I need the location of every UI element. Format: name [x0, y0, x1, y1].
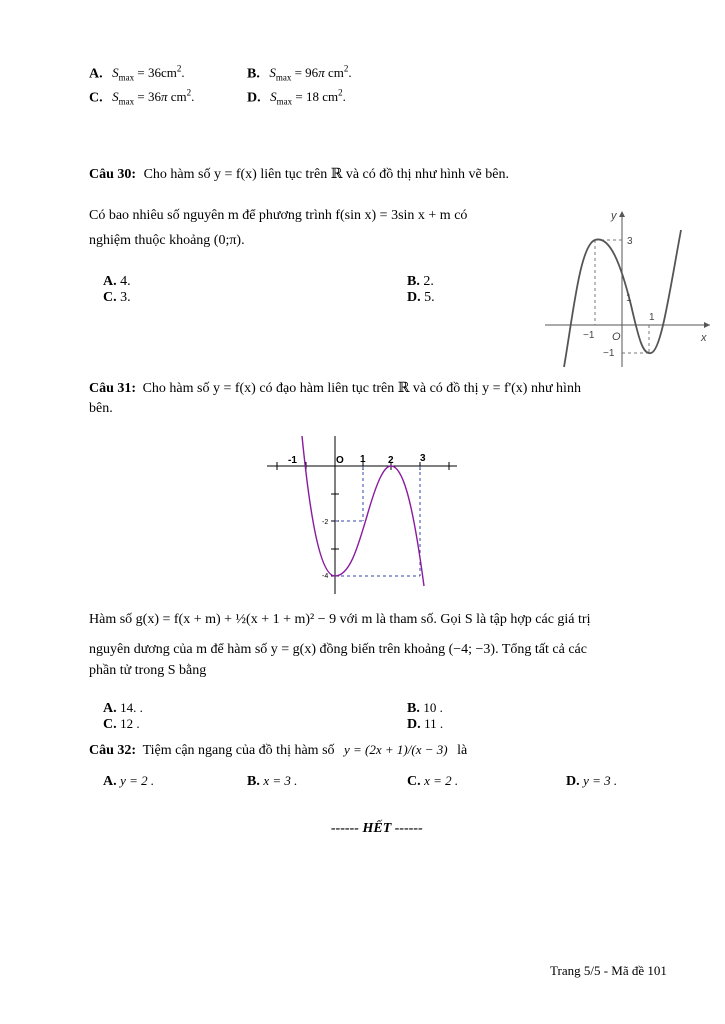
q31-stem-line1: Câu 31: Cho hàm số y = f(x) có đạo hàm liên tục trên ℝ và có đồ thị y = f'(x) như hình [89, 381, 581, 396]
q31-option-b: B. 10 . [407, 700, 443, 716]
q32-option-a: A. y = 2 . [103, 773, 155, 789]
q32-option-d: D. y = 3 . [566, 773, 618, 789]
q29-option-d: D. $S_{max} = 18$ $cm^2$. [247, 88, 346, 107]
q29-option-a: A. $S_{max} = 36cm^2$. [89, 64, 185, 83]
q30-option-d: D. 5. [407, 290, 435, 305]
q31-ym4-label: -4 [322, 573, 329, 580]
q30-y3-label: 3 [627, 236, 633, 247]
q32-stem: Câu 32: Tiệm cận ngang của đồ thị hàm số y = (2x + 1)/(x − 3) là [89, 742, 468, 758]
q29-option-c: C. $S_{max} = 36\pi$ $cm^2$. [89, 88, 195, 107]
q30-origin-label: O [612, 331, 621, 343]
q31-option-d: D. 11 . [407, 716, 444, 732]
q30-graph [545, 205, 715, 370]
q31-xm1-label: -1 [288, 455, 297, 466]
q30-y-axis-label: y [611, 210, 617, 222]
q32-function: y = (2x + 1)/(x − 3) [344, 742, 448, 757]
q31-option-a: A. 14. . [103, 700, 143, 716]
end-mark: ------ HẾT ------ [331, 821, 423, 836]
q30-option-a: A. 4. [103, 274, 131, 289]
q30-x1-label: 1 [649, 312, 655, 323]
q31-x3-label: 3 [420, 453, 426, 464]
q31-ym2-label: -2 [322, 519, 329, 526]
q31-x2-label: 2 [388, 455, 394, 466]
q30-stem: Câu 30: Cho hàm số y = f(x) liên tục trên ℝ và có đồ thị như hình vẽ bên. [89, 167, 509, 182]
page-footer: Trang 5/5 - Mã đề 101 [550, 963, 667, 978]
q30-body-line2: nghiệm thuộc khoảng (0;π). [89, 233, 245, 248]
q31-stem-line2: bên. [89, 401, 113, 416]
q30-y1-label: 1 [626, 293, 632, 304]
q32-option-b: B. x = 3 . [247, 773, 298, 789]
q30-xm1-label: −1 [583, 330, 595, 341]
q30-option-b: B. 2. [407, 274, 434, 289]
q30-body-line1: Có bao nhiêu số nguyên m để phương trình f(sin x) = 3sin x + m có [89, 208, 468, 223]
q29-option-b: B. $S_{max} = 96\pi$ $cm^2$. [247, 64, 352, 83]
q30-option-c: C. 3. [103, 290, 131, 305]
q31-body-line3: phần tử trong S bằng [89, 663, 207, 678]
q31-origin-label: O [336, 455, 344, 466]
q31-option-c: C. 12 . [103, 716, 140, 732]
q31-body-line1: Hàm số g(x) = f(x + m) + ½(x + 1 + m)² − 9 với m là tham số. Gọi S là tập hợp các giá trị [89, 612, 591, 627]
q31-graph [262, 436, 462, 596]
q31-x1-label: 1 [360, 454, 366, 465]
q32-option-c: C. x = 2 . [407, 773, 459, 789]
q31-body-line2: nguyên dương của m để hàm số y = g(x) đồng biến trên khoảng (−4; −3). Tổng tất cả các [89, 642, 587, 657]
q30-ym1-label: −1 [603, 348, 615, 359]
q30-x-axis-label: x [701, 332, 707, 344]
